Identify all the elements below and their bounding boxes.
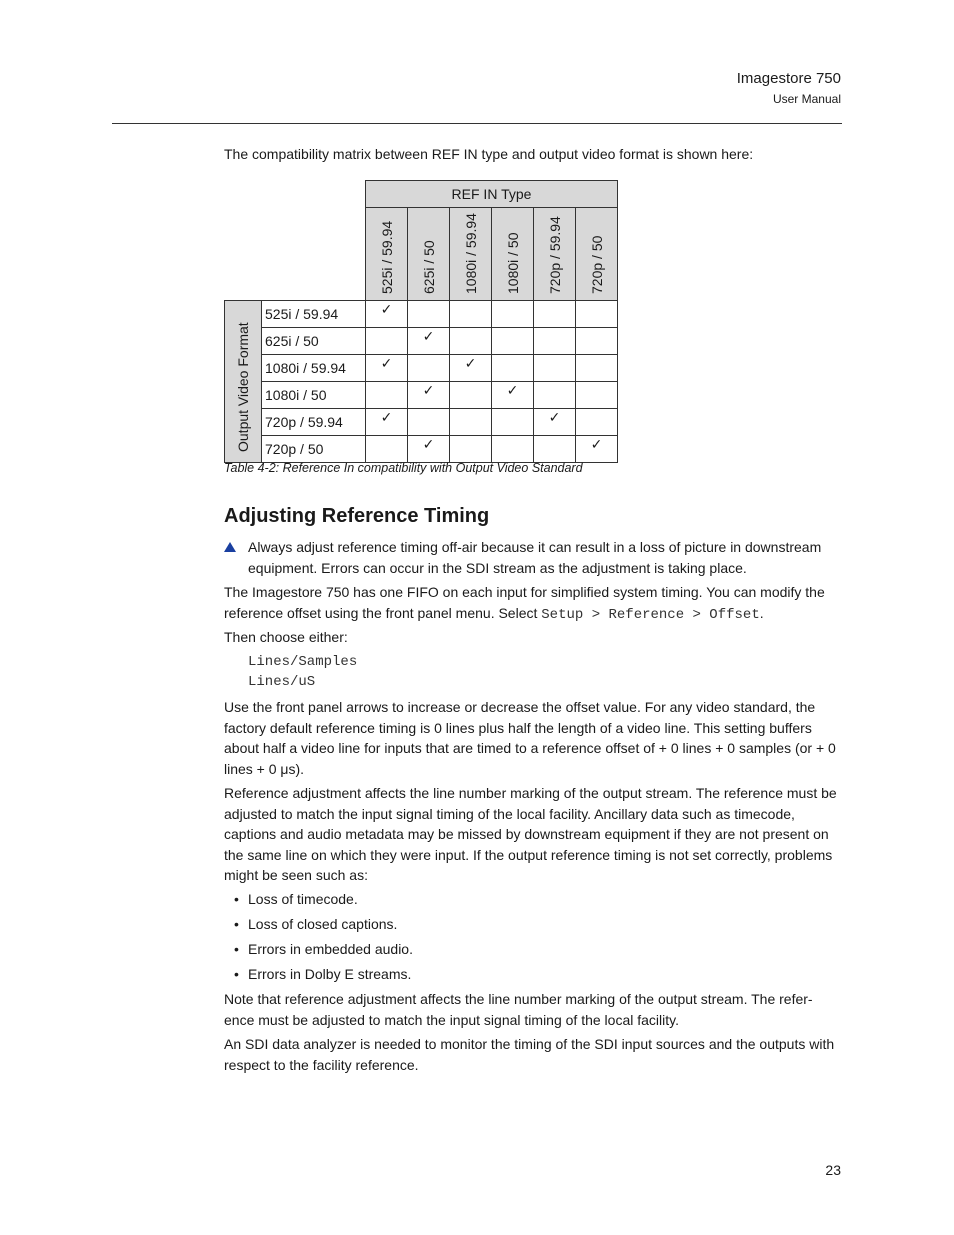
code-option: Lines/uS bbox=[248, 674, 316, 690]
table-cell bbox=[408, 409, 450, 436]
header-subtitle: User Manual bbox=[772, 92, 841, 106]
table-cell bbox=[492, 301, 534, 328]
table-cell bbox=[492, 409, 534, 436]
table-corner bbox=[225, 181, 366, 301]
table-cell: ✓ bbox=[408, 328, 450, 355]
table-cell bbox=[366, 328, 408, 355]
code-option-list bbox=[248, 652, 357, 692]
table-cell bbox=[534, 301, 576, 328]
column-header: 525i / 59.94 bbox=[366, 208, 408, 301]
column-header: 720p / 50 bbox=[576, 208, 618, 301]
table-cell bbox=[450, 409, 492, 436]
row-header: 1080i / 50 bbox=[262, 382, 366, 409]
table-cell: ✓ bbox=[534, 409, 576, 436]
table-cell bbox=[534, 382, 576, 409]
table-cell: ✓ bbox=[366, 301, 408, 328]
table-cell bbox=[366, 382, 408, 409]
section-title: Adjusting Reference Timing bbox=[224, 505, 490, 527]
table-cell bbox=[492, 328, 534, 355]
table-cell bbox=[576, 355, 618, 382]
paragraph-analyzer: An SDI data analyzer is needed to monitor the timing of the SDI input sources and the outputs with respect to the facility reference. bbox=[224, 1036, 835, 1073]
warning-note bbox=[224, 537, 842, 578]
column-header: 625i / 50 bbox=[408, 208, 450, 301]
output-format-header: Output Video Format bbox=[225, 301, 262, 463]
table-row bbox=[225, 328, 618, 355]
table-cell: ✓ bbox=[408, 436, 450, 463]
page-number: 23 bbox=[825, 1162, 841, 1178]
list-item: • Errors in embedded audio. bbox=[234, 941, 413, 957]
paragraph-fifo-text: The Imagestore 750 has one FIFO on each input for simplified system timing. You can modify the reference offset using the front panel menu. Select bbox=[224, 584, 825, 621]
table-cell bbox=[534, 436, 576, 463]
list-item: • Loss of timecode. bbox=[234, 891, 358, 907]
table-cell bbox=[408, 355, 450, 382]
column-header: 1080i / 50 bbox=[492, 208, 534, 301]
table-cell: ✓ bbox=[366, 355, 408, 382]
header-rule bbox=[112, 123, 842, 124]
table-cell bbox=[366, 436, 408, 463]
column-header: 1080i / 59.94 bbox=[450, 208, 492, 301]
paragraph-fifo-end: . bbox=[759, 604, 764, 621]
table-cell bbox=[576, 382, 618, 409]
table-row bbox=[225, 355, 618, 382]
table-cell bbox=[576, 301, 618, 328]
paragraph-adjustment: Reference adjustment affects the line number marking of the output stream. The reference must be adjusted to match the input signal timing of the local facility. Ancillary data such as timecode, captions and audio metadata may be missed by downstream equipment if they are not present on the same line on which they were input. If the output reference timing is not set correctly, problems might be seen such as: bbox=[224, 785, 837, 883]
table-cell bbox=[534, 355, 576, 382]
list-item: • Loss of closed captions. bbox=[234, 916, 398, 932]
list-item: • Errors in Dolby E streams. bbox=[234, 966, 412, 982]
table-cell bbox=[576, 328, 618, 355]
paragraph-fifo bbox=[224, 582, 842, 625]
warning-triangle-icon bbox=[224, 542, 236, 552]
table-cell bbox=[450, 301, 492, 328]
paragraph-offset: Use the front panel arrows to increase or decrease the offset value. For any video standard, the factory default reference timing is 0 lines plus half the length of a video line. This setting buffers about half a video line for inputs that are timed to a reference offset of + 0 lines + 0 samples (or + 0 lines + 0 μs). bbox=[224, 699, 836, 777]
paragraph-choose: Then choose either: bbox=[224, 629, 348, 645]
ref-in-header: REF IN Type bbox=[366, 181, 618, 208]
table-cell: ✓ bbox=[366, 409, 408, 436]
row-header: 720p / 50 bbox=[262, 436, 366, 463]
table-cell bbox=[492, 436, 534, 463]
table-cell: ✓ bbox=[492, 382, 534, 409]
table-cell bbox=[534, 328, 576, 355]
table-row bbox=[225, 301, 618, 328]
table-row bbox=[225, 382, 618, 409]
table-cell: ✓ bbox=[408, 382, 450, 409]
table-row bbox=[225, 436, 618, 463]
table-caption: Table 4-2: Reference In compatibility with Output Video Standard bbox=[224, 461, 583, 475]
paragraph-note: Note that reference adjustment affects the line number marking of the output stream. The refer-ence must be adjusted to match the input signal timing of the local facility. bbox=[224, 991, 813, 1028]
code-option: Lines/Samples bbox=[248, 654, 358, 670]
row-header: 720p / 59.94 bbox=[262, 409, 366, 436]
table-row bbox=[225, 409, 618, 436]
warning-text: Always adjust reference timing off-air because it can result in a loss of picture in downstream equipment. Errors can occur in the SDI stream as the adjustment is taking place. bbox=[248, 539, 822, 576]
table-cell bbox=[492, 355, 534, 382]
menu-path: Setup > Reference > Offset bbox=[541, 606, 760, 623]
row-header: 1080i / 59.94 bbox=[262, 355, 366, 382]
problem-list bbox=[234, 889, 413, 989]
row-header: 625i / 50 bbox=[262, 328, 366, 355]
column-header: 720p / 59.94 bbox=[534, 208, 576, 301]
row-header: 525i / 59.94 bbox=[262, 301, 366, 328]
table-cell: ✓ bbox=[576, 436, 618, 463]
table-cell bbox=[450, 382, 492, 409]
table-cell bbox=[408, 301, 450, 328]
table-cell bbox=[450, 328, 492, 355]
compatibility-table bbox=[224, 180, 618, 463]
header-title: Imagestore 750 bbox=[736, 70, 841, 87]
table-cell bbox=[450, 436, 492, 463]
intro-text: The compatibility matrix between REF IN type and output video format is shown here: bbox=[224, 146, 754, 162]
table-cell: ✓ bbox=[450, 355, 492, 382]
table-cell bbox=[576, 409, 618, 436]
